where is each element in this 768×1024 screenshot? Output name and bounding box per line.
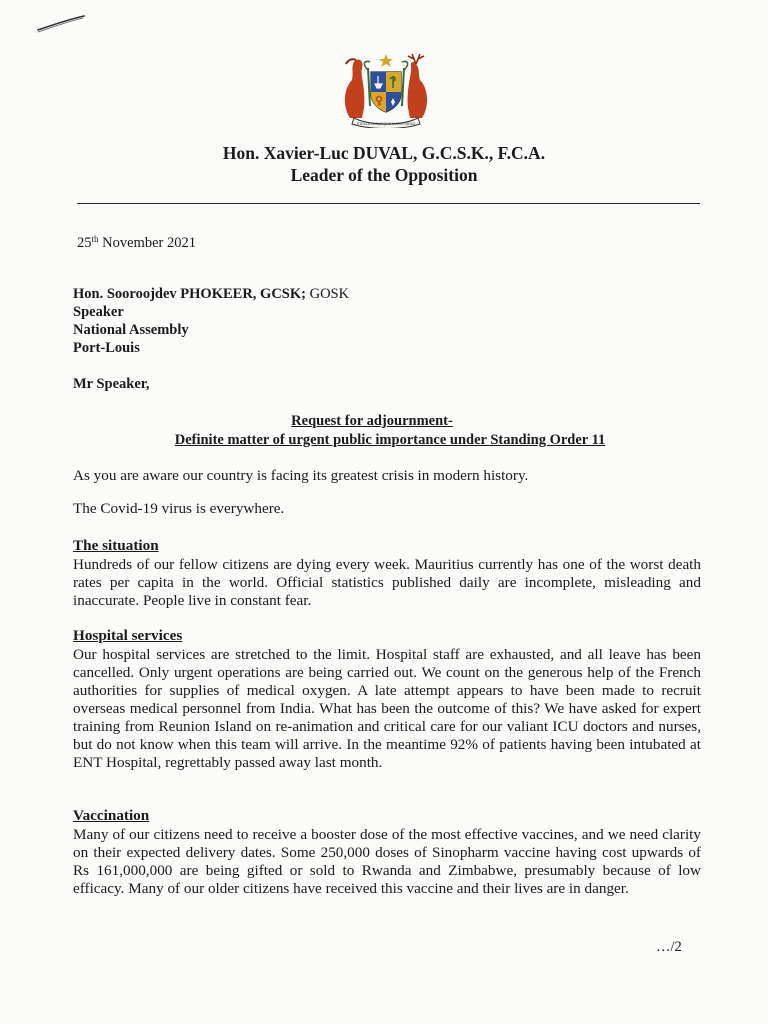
section-body-vaccination: Many of our citizens need to receive a booster dose of the most effective vaccines, and we need clarity on their expected delivery dates. Some 250,000 doses of Sinopharm vaccine having cost upwards of Rs 161,000,000 are being gifted or sold to Rwanda and Zimbabwe, presumably because of low efficacy. Many of our older citizens have received this vaccine and their lives are in danger. — [73, 826, 701, 897]
subject-line-2: Definite matter of urgent public importance under Standing Order 11 — [174, 432, 606, 448]
recipient-name — [73, 286, 349, 303]
section-body-hospital: Our hospital services are stretched to the limit. Hospital staff are exhausted, and all leave has been cancelled. Only urgent operations are being carried out. We count on the generous help of the French authorities for supplies of medical oxygen. A late attempt appears to have been made to recruit overseas medical personnel from India. What has been the outcome of this? We have asked for expert training from Reunion Island on re-animation and critical care for our valiant ICU doctors and nurses, but do not know when this team will arrive. In the meantime 92% of patients having been intubated at ENT Hospital, regrettably passed away last month. — [73, 646, 701, 771]
recipient-name-suffix: GOSK — [305, 286, 350, 302]
salutation: Mr Speaker, — [73, 376, 150, 392]
section-heading-vaccination: Vaccination — [73, 807, 150, 824]
section-heading-hospital: Hospital services — [73, 627, 183, 644]
subject-line-1: Request for adjournment- — [291, 413, 453, 429]
header-divider — [77, 203, 700, 204]
recipient-line: Speaker — [73, 304, 124, 320]
page-continuation-marker: …/2 — [656, 939, 682, 955]
letter-date — [77, 234, 196, 252]
coat-of-arms-icon — [334, 48, 438, 128]
intro-paragraph: The Covid-19 virus is everywhere. — [73, 500, 285, 517]
intro-paragraph: As you are aware our country is facing its greatest crisis in modern history. — [73, 467, 529, 484]
recipient-line: Port-Louis — [73, 340, 140, 356]
author-title: Leader of the Opposition — [290, 165, 478, 185]
crest-motto: STELLA CLAVISQUE MARIS INDICI — [356, 122, 416, 126]
section-heading-situation: The situation — [73, 537, 159, 554]
date-rest: November 2021 — [98, 235, 196, 251]
recipient-name-main: Hon. Sooroojdev PHOKEER, GCSK; — [73, 286, 306, 302]
pen-stroke-mark — [36, 14, 86, 34]
date-day: 25 — [77, 235, 92, 251]
date-suffix: th — [91, 234, 99, 244]
section-body-situation: Hundreds of our fellow citizens are dying every week. Mauritius currently has one of the worst death rates per capita in the world. Official statistics published daily are incomplete, misleading and inaccurate. People live in constant fear. — [73, 556, 701, 609]
recipient-line: National Assembly — [73, 322, 189, 338]
author-name: Hon. Xavier-Luc DUVAL, G.C.S.K., F.C.A. — [222, 143, 546, 163]
